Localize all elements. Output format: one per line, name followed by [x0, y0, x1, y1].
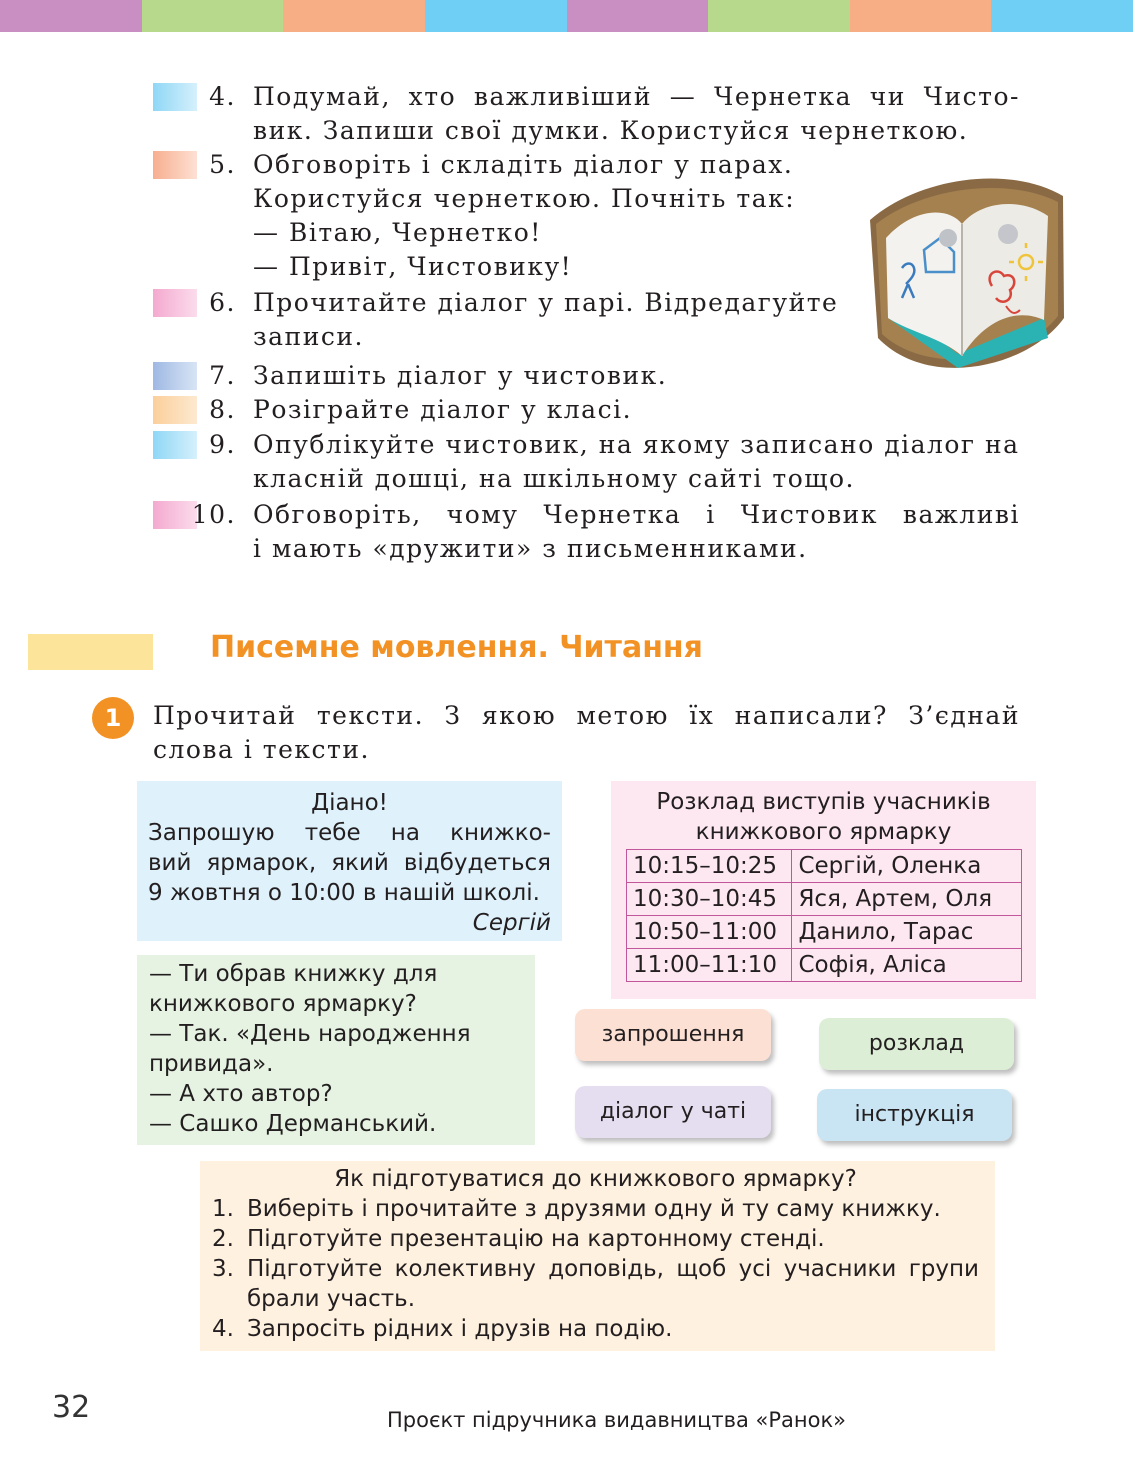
tag-chat-dialog[interactable]: діалог у чаті: [575, 1086, 771, 1138]
task-text: [253, 148, 813, 284]
list-item: [212, 1314, 979, 1344]
top-bar-segment: [567, 0, 709, 32]
top-bar-segment: [850, 0, 992, 32]
schedule-names-cell: Сергій, Оленка: [792, 850, 1022, 883]
task-line: Опублікуйте чистовик, на якому записано діалог на: [253, 430, 1020, 459]
publisher-footer: Проєкт підручника видавництва «Ранок»: [386, 1408, 847, 1432]
task-number: 6.: [209, 288, 236, 317]
top-bar-segment: [142, 0, 284, 32]
list-item-number: 1.: [212, 1196, 234, 1222]
list-item-text: [247, 1254, 979, 1314]
schedule-text-box: [611, 781, 1036, 999]
list-item-line: Підготуйте колективну доповідь, щоб усі учасники групи: [247, 1256, 979, 1282]
table-row: [627, 850, 1022, 883]
task-text: [253, 393, 833, 427]
task-number: 5.: [209, 150, 236, 179]
chat-line: — Так. «День народження: [149, 1021, 471, 1047]
list-item-number: 2.: [212, 1226, 234, 1252]
task-line: Прочитайте діалог у парі. Відредагуйте: [253, 288, 839, 317]
list-item: [212, 1254, 979, 1314]
section-marker-bar: [28, 634, 153, 670]
chat-line: привида».: [149, 1051, 274, 1077]
list-item-text: Підготуйте презентацію на картонному стенді.: [247, 1226, 825, 1252]
top-color-bar: [0, 0, 1133, 32]
instruction-text-box: [200, 1161, 995, 1351]
task-line: вик. Запиши свої думки. Користуйся чернеткою.: [253, 116, 969, 145]
schedule-table: [626, 849, 1022, 982]
list-item-text: Запросіть рідних і друзів на подію.: [247, 1316, 673, 1342]
task-text: [253, 80, 1020, 148]
invitation-line: вий ярмарок, який відбудеться: [148, 850, 551, 876]
task-line: класній дошці, на шкільному сайті тощо.: [253, 464, 855, 493]
exercise-text: [153, 699, 1020, 767]
task-line: Обговоріть і складіть діалог у парах.: [253, 150, 794, 179]
task-line: Подумай, хто важливіший — Чернетка чи Чисто-: [253, 82, 1020, 111]
schedule-title-line: Розклад виступів учасників: [656, 789, 991, 815]
instruction-title: Як підготуватися до книжкового ярмарку?: [334, 1166, 857, 1192]
top-bar-segment: [425, 0, 567, 32]
chat-line: — А хто автор?: [149, 1081, 333, 1107]
list-item: [212, 1194, 979, 1224]
tag-schedule[interactable]: розклад: [819, 1018, 1014, 1070]
task-number: 4.: [209, 82, 236, 111]
exercise-number-badge: 1: [92, 697, 134, 739]
tag-invitation[interactable]: запрошення: [575, 1009, 771, 1061]
invitation-text-box: [137, 781, 562, 941]
schedule-title-line: книжкового ярмарку: [695, 819, 952, 845]
task-number: 9.: [209, 430, 236, 459]
task-text: [253, 498, 1020, 566]
top-bar-segment: [991, 0, 1133, 32]
page-number: 32: [52, 1390, 91, 1425]
schedule-time-cell: 10:30–10:45: [627, 883, 792, 916]
schedule-time-cell: 10:50–11:00: [627, 916, 792, 949]
section-title: Писемне мовлення. Читання: [210, 630, 703, 665]
invitation-greeting: Діано!: [311, 790, 388, 816]
tag-instruction[interactable]: інструкція: [817, 1089, 1012, 1141]
task-line: Користуйся чернеткою. Почніть так:: [253, 184, 796, 213]
chat-dialog-box: [137, 955, 535, 1145]
schedule-names-cell: Данило, Тарас: [792, 916, 1022, 949]
list-item: [212, 1224, 979, 1254]
invitation-line: Запрошую тебе на книжко-: [148, 820, 551, 846]
task-line: — Привіт, Чистовику!: [253, 252, 573, 281]
task-line: Розіграйте діалог у класі.: [253, 395, 633, 424]
table-row: [627, 949, 1022, 982]
task-number: 10.: [191, 500, 236, 529]
schedule-time-cell: 11:00–11:10: [627, 949, 792, 982]
table-row: [627, 916, 1022, 949]
chat-line: книжкового ярмарку?: [149, 991, 417, 1017]
task-line: і мають «дружити» з письменниками.: [253, 534, 808, 563]
task-line: Запишіть діалог у чистовик.: [253, 361, 668, 390]
exercise-line: слова і тексти.: [153, 735, 370, 764]
chat-line: — Ти обрав книжку для: [149, 961, 438, 987]
task-number: 8.: [209, 395, 236, 424]
schedule-time-cell: 10:15–10:25: [627, 850, 792, 883]
schedule-names-cell: Яся, Артем, Оля: [792, 883, 1022, 916]
task-text: [253, 286, 839, 354]
task-text: [253, 359, 833, 393]
list-item-number: 3.: [212, 1256, 234, 1282]
list-item-text: Виберіть і прочитайте з друзями одну й ту саму книжку.: [247, 1196, 941, 1222]
chat-line: — Сашко Дерманський.: [149, 1111, 437, 1137]
list-item-line: брали участь.: [247, 1286, 416, 1312]
exercise-line: Прочитай тексти. З якою метою їх написали? З’єднай: [153, 701, 1020, 730]
task-line: Обговоріть, чому Чернетка і Чистовик важливі: [253, 500, 1020, 529]
schedule-names-cell: Софія, Аліса: [792, 949, 1022, 982]
list-item-number: 4.: [212, 1316, 234, 1342]
invitation-line: 9 жовтня о 10:00 в нашій школі.: [148, 880, 540, 906]
top-bar-segment: [708, 0, 850, 32]
open-notebook-illustration: [858, 168, 1070, 386]
task-line: — Вітаю, Чернетко!: [253, 218, 542, 247]
top-bar-segment: [0, 0, 142, 32]
invitation-signature: Сергій: [472, 910, 551, 936]
table-row: [627, 883, 1022, 916]
task-line: записи.: [253, 322, 364, 351]
top-bar-segment: [283, 0, 425, 32]
task-text: [253, 428, 1020, 496]
task-number: 7.: [209, 361, 236, 390]
